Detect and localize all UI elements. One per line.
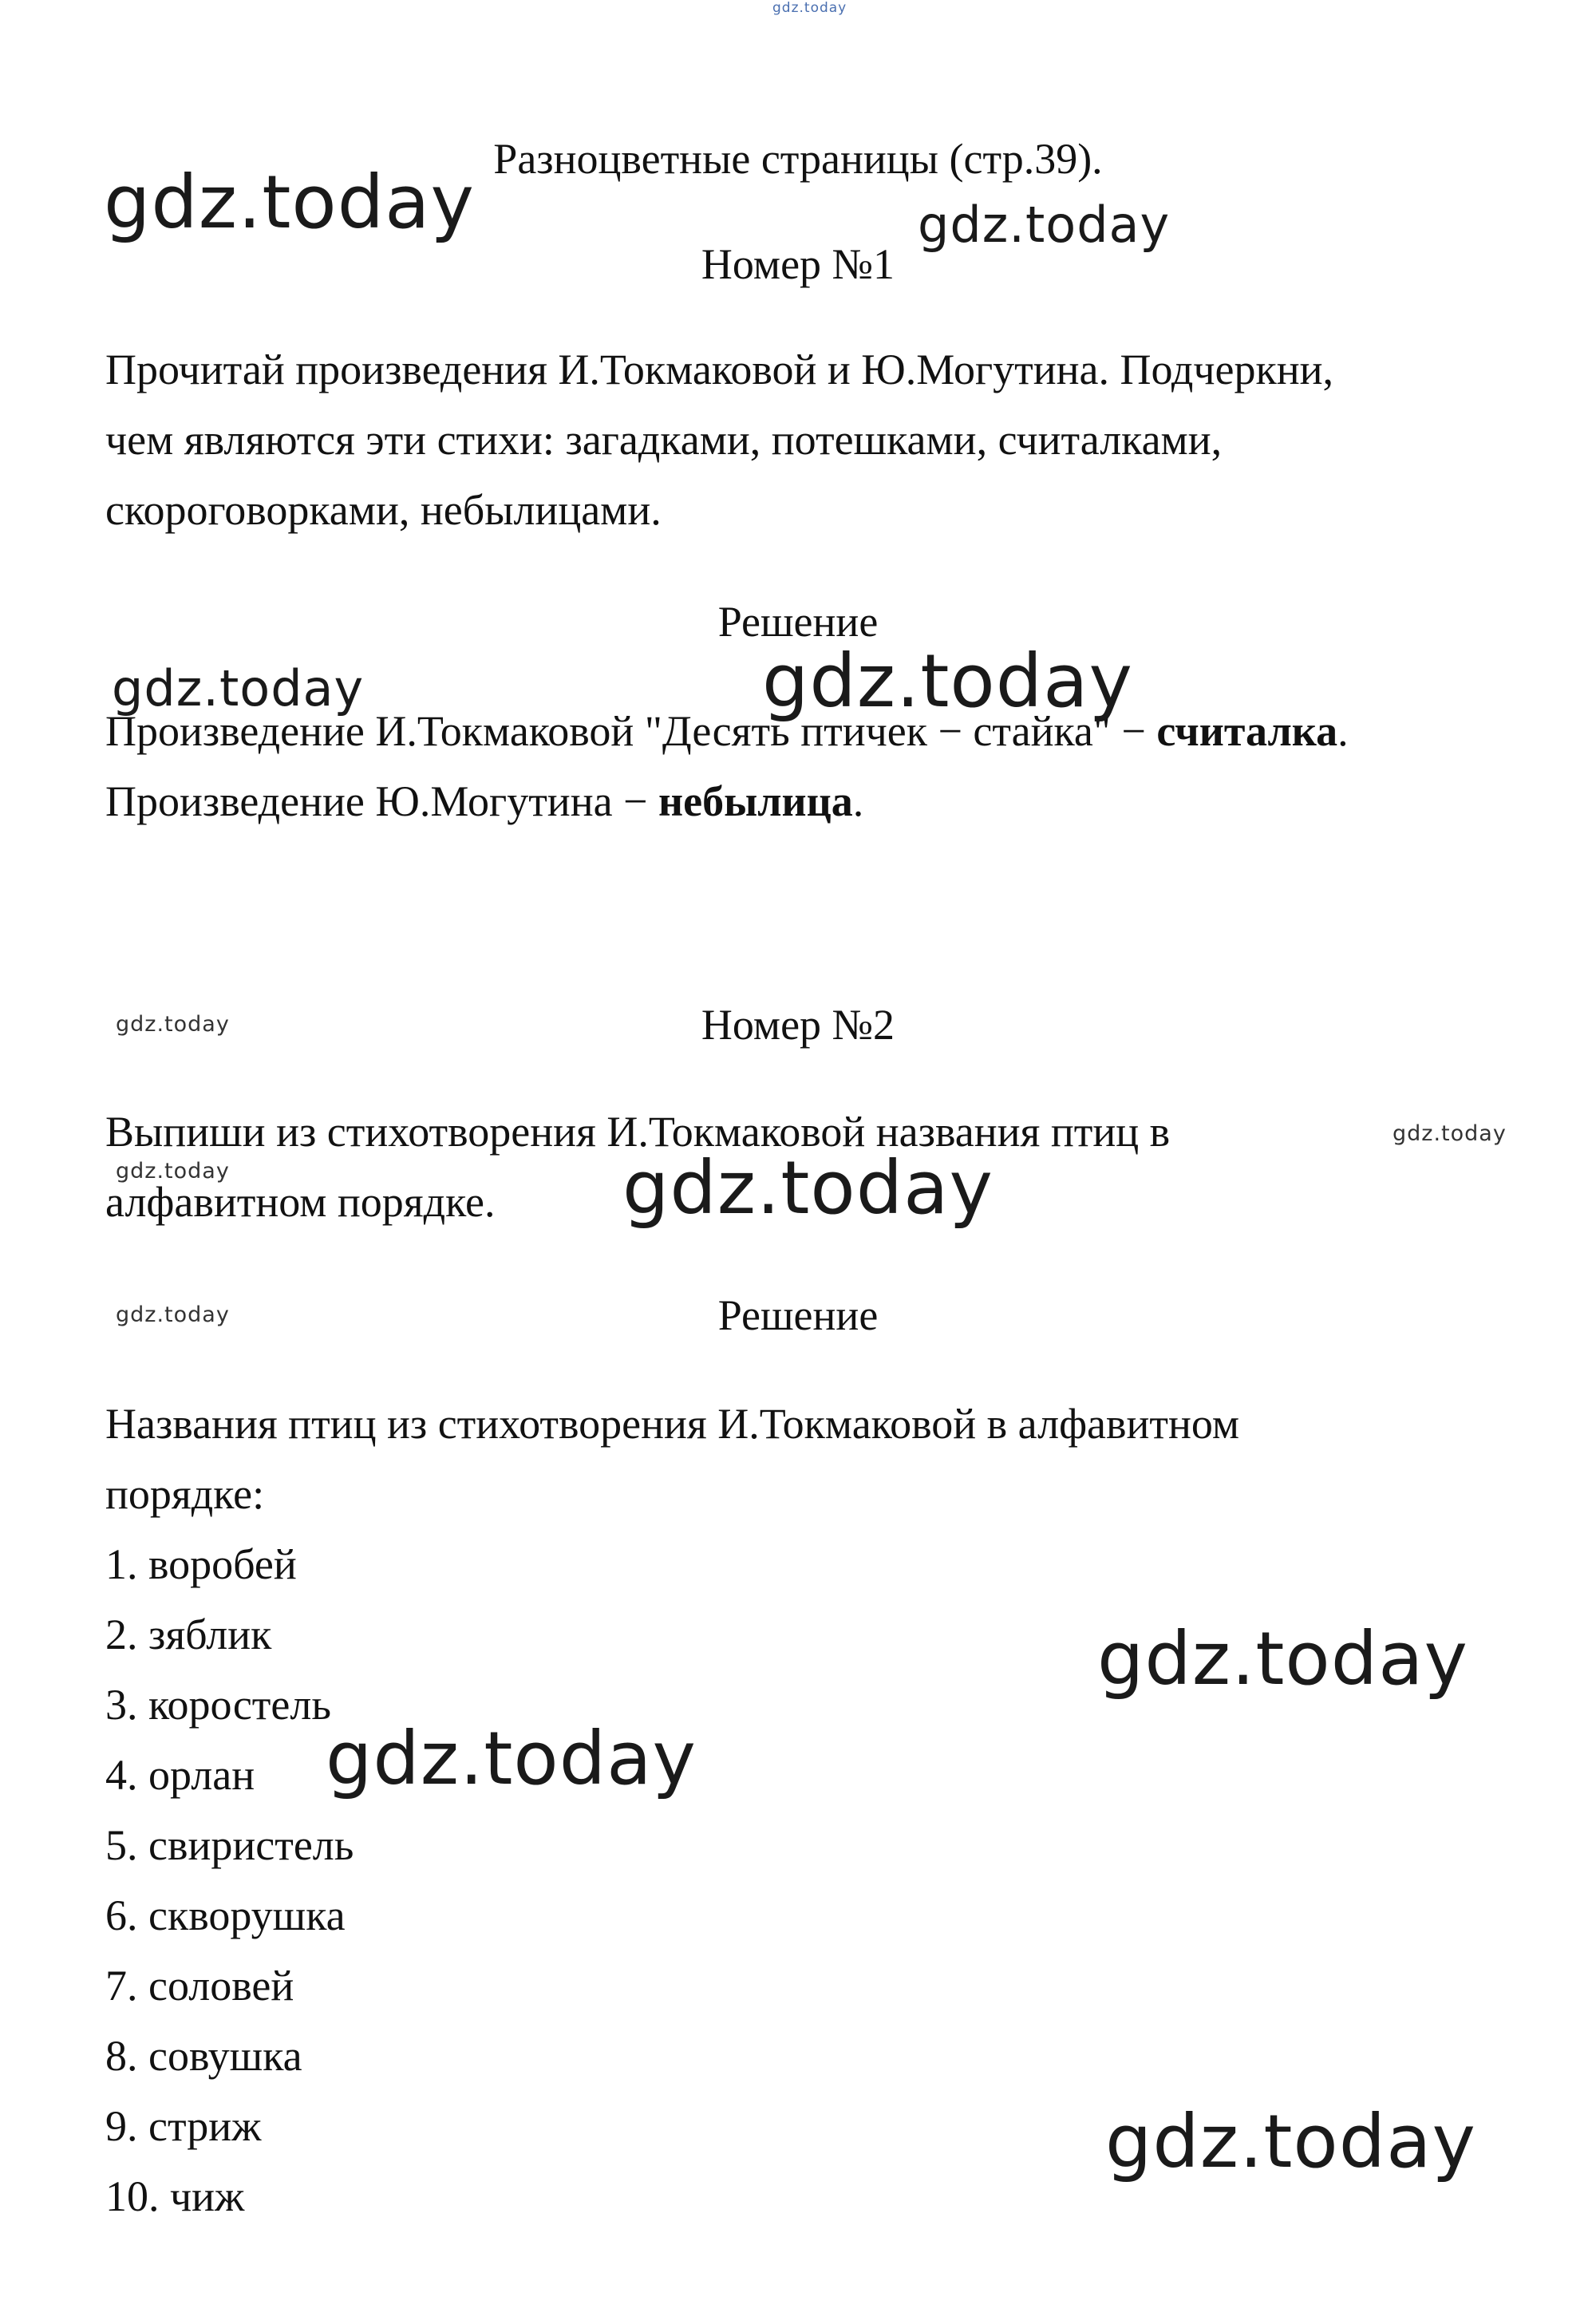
watermark: gdz.today	[918, 196, 1171, 254]
task1-heading: Номер №1	[701, 240, 895, 288]
watermark: gdz.today	[116, 1302, 230, 1327]
task2-solution-heading: Решение	[717, 1291, 879, 1339]
task1-answer-1-text: Произведение И.Токмаковой "Десять птичек − стайка" −	[105, 707, 1157, 755]
bird-list-item: 2. зяблик	[105, 1611, 272, 1658]
bird-list-item: 1. воробей	[105, 1540, 297, 1588]
watermark: gdz.today	[622, 1145, 994, 1231]
task2-answer-intro-line-1: Названия птиц из стихотворения И.Токмаковой в алфавитном	[105, 1400, 1240, 1448]
bird-list-item: 5. свиристель	[105, 1821, 354, 1869]
task1-solution-heading: Решение	[717, 598, 879, 646]
bird-list-item: 8. совушка	[105, 2032, 302, 2080]
task1-answer-2-text: Произведение Ю.Могутина −	[105, 777, 659, 825]
watermark: gdz.today	[116, 1159, 230, 1184]
watermark: gdz.today	[1105, 2099, 1476, 2184]
bird-list-item: 4. орлан	[105, 1751, 255, 1799]
page-title: Разноцветные страницы (стр.39).	[493, 135, 1103, 183]
bird-list-item: 6. скворушка	[105, 1891, 346, 1939]
watermark: gdz.today	[104, 160, 475, 245]
watermark: gdz.today	[762, 638, 1133, 724]
task2-question-line-2: алфавитном порядке.	[105, 1178, 496, 1226]
task1-question-line-3: скороговорками, небылицами.	[105, 486, 662, 534]
task1-question-line-2: чем являются эти стихи: загадками, потешками, считалками,	[105, 416, 1223, 464]
watermark-top: gdz.today	[772, 0, 847, 16]
task1-answer-2-bold: небылица	[658, 777, 853, 825]
task1-question-line-1: Прочитай произведения И.Токмаковой и Ю.Могутина. Подчеркни,	[105, 346, 1334, 393]
task2-answer-intro-line-2: порядке:	[105, 1470, 265, 1518]
task1-answer-1-suffix: .	[1337, 707, 1349, 755]
watermark: gdz.today	[1097, 1616, 1468, 1701]
task2-heading: Номер №2	[701, 1001, 895, 1049]
task1-answer-2-suffix: .	[852, 777, 864, 825]
watermark: gdz.today	[116, 1012, 230, 1037]
bird-list-item: 10. чиж	[105, 2172, 245, 2220]
task1-answer-line-2	[105, 777, 863, 826]
task1-answer-1-bold: считалка	[1156, 707, 1338, 755]
watermark: gdz.today	[1393, 1121, 1507, 1146]
bird-list-item: 7. соловей	[105, 1962, 294, 2010]
bird-list-item: 3. коростель	[105, 1681, 331, 1729]
watermark: gdz.today	[326, 1716, 697, 1801]
watermark: gdz.today	[112, 659, 365, 717]
task2-question-line-1: Выпиши из стихотворения И.Токмаковой названия птиц в	[105, 1108, 1171, 1156]
bird-list-item: 9. стриж	[105, 2102, 262, 2150]
